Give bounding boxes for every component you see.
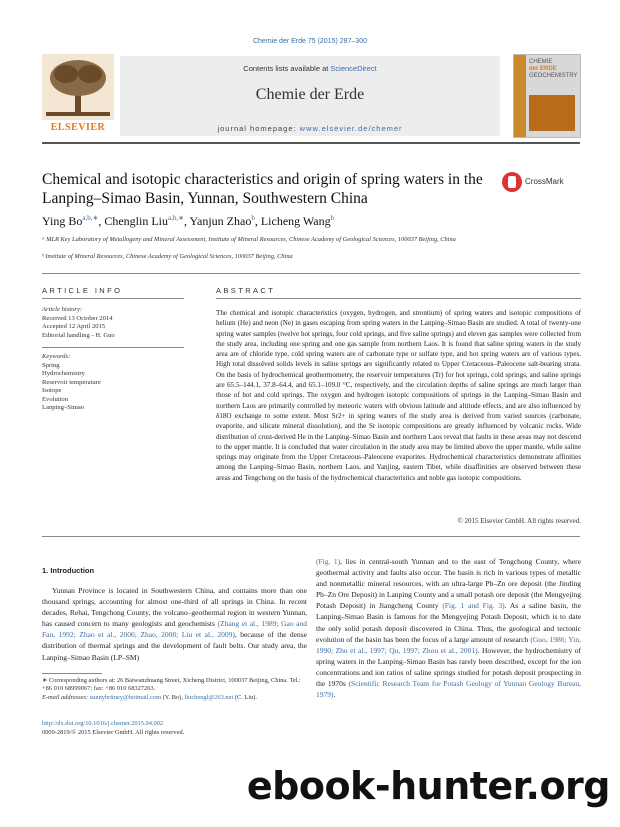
citation-link[interactable]: (Scientific Research Team for Potash Geology of Yunnan Geology Bureau, 1979): [316, 679, 581, 700]
body-rule: [42, 536, 580, 537]
article-title: Chemical and isotopic characteristics and origin of spring waters in the Lanping–Simao Basin, Yunnan, Southwestern China: [42, 171, 483, 207]
keyword: Lanping–Simao: [42, 404, 85, 411]
issn-line: 0009-2819/© 2015 Elsevier GmbH. All rights reserved.: [42, 729, 185, 736]
affiliation-b: ᵇ Institute of Mineral Resources, Chinese Academy of Geological Sciences, 100037 Beijing, China: [42, 253, 293, 260]
history-label: Article history:: [42, 306, 83, 313]
author-separator: ,: [183, 214, 190, 228]
abstract-text: The chemical and isotopic characteristics (oxygen, hydrogen, and strontium) of spring waters and isotopic compositions of helium (He) and neon (Ne) in gases escaping from spring waters in the Lanping–Simao Basin are studied. A total of twenty-one spring water samples (twelve hot springs, four cold springs, and five saline springs) and eleven gas samples were collected from the study area, including one spring and one gas sample from northern Laos. It is found that saline spring waters in the study area are of chloride type, cold spring waters are of carbonate type or sulfate type, and hot spring waters are of various types. High total dissolved solids levels in saline springs are significantly related to Upper Cretaceous–Paleocene salt-bearing strata. On the basis of hydrochemical geothermometry, the reservoir temperatures (Tr) for hot springs, cold springs, and saline springs are 65.5–144.1, 37.8–64.4, and 65.1–109.0 °C, respectively, and the circulation depths of saline springs are much larger than those of hot and cold springs. The oxygen and hydrogen isotopic compositions of springs in the Lanping–Simao Basin and northern Laos are primarily controlled by meteoric waters with obvious latitude and altitude effects, and are also influenced by δ18O exchange to some extent. Most Sr2+ in spring waters of the study area is derived from varied sources (carbonate, evaporite, and silicate mineral dissolution), and the Sr isotopic compositions are greatly influenced by volcanic rocks. Wide distribution of crust-derived He in the Lanping–Simao Basin and northern Laos reveal that faults in these areas may not descend to the upper mantle. It is concluded that water circulation in the study area may be limited above the upper mantle, while saline springs may originate from the Upper Cretaceous–Paleocene evaporites. Hydrochemical characteristics demonstrate affinities among the Lanping–Simao Basin, northern Laos, and Yanjing, eastern Tibet, while disaffinities are observed between these areas and Tengchong on the basis of the hydrochemical characteristics and noble gas isotopic compositions.: [216, 309, 581, 482]
crossmark-icon: [502, 172, 522, 192]
author-affil-marker[interactable]: a,b,∗: [82, 214, 99, 222]
cover-image: [529, 95, 575, 131]
keywords: [42, 353, 184, 413]
article-info-rule: [42, 298, 184, 299]
history-item: Received 13 October 2014: [42, 314, 113, 322]
crossmark-badge[interactable]: [502, 172, 582, 194]
keyword: Hydrochemistry: [42, 370, 85, 377]
cover-line3: GEOCHEMISTRY: [529, 73, 578, 79]
keyword: Isotope: [42, 387, 62, 394]
abstract-rule: [216, 298, 581, 299]
sciencedirect-link[interactable]: ScienceDirect: [330, 64, 377, 73]
intro-left-paragraph: [42, 585, 307, 663]
article-history: [42, 306, 184, 340]
intro-text: Yunnan Province is located in Southwestern China, and contains more than one thousand springs, accounting for almost one-third of all springs in China. In recent decades, Rehai, Tengchong County, the volcano–geothermal region in western Yunnan, has caused concern to many geologists and geochemists: [42, 586, 307, 629]
email-owner: (C. Liu).: [233, 694, 258, 701]
author-separator: ,: [254, 214, 261, 228]
author-name[interactable]: Ying Bo: [42, 214, 83, 228]
email-footnote: [42, 694, 302, 702]
keyword: Evolution: [42, 395, 69, 403]
homepage-prefix: journal homepage:: [217, 124, 300, 133]
contents-prefix: Contents lists available at: [243, 64, 331, 73]
watermark: ebook-hunter.org: [246, 764, 610, 808]
section-heading: 1. Introduction: [42, 566, 95, 575]
journal-cover-thumbnail: [513, 54, 581, 138]
author-list: [42, 214, 582, 229]
running-header: Chemie der Erde 75 (2015) 287–300: [252, 38, 368, 45]
affiliation-a: ᵃ MLR Key Laboratory of Metallogeny and Mineral Assessment, Institute of Mineral Resources, Chinese Academy of Geological Sciences, 100037 Beijing, China: [42, 236, 456, 243]
crossmark-label: CrossMark: [525, 177, 564, 186]
author-name[interactable]: Chenglin Liu: [104, 214, 168, 228]
header-rule: [42, 142, 580, 144]
corresponding-footnote: ∗ Corresponding authors at: 26 Baiwanzhuang Street, Xicheng District, 100037 Beijing, China. Tel.: +86 010 68999067; fax: +86 010 68327263.: [42, 677, 301, 692]
figure-link[interactable]: (Fig. 1 and Fig. 3): [442, 601, 505, 611]
author-name[interactable]: Yanjun Zhao: [189, 214, 252, 228]
intro-text: , lies in central-south Yunnan and to the east of Tengchong County, where geothermal activity and faults also occur. The basin is rich in various types of metallic and nonmetallic mineral resources, with an ultra-large Pb–Zn ore deposit (the Jinding Pb–Zn Ore Deposit) in Lanping County and a small potash ore deposit (the Mengyejing Potash Deposit) in Jiangcheng County: [316, 557, 581, 611]
email-link[interactable]: liuchengl@263.net: [184, 694, 234, 701]
keywords-label: Keywords:: [42, 353, 71, 360]
history-item: Editorial handling - H. Guo: [42, 331, 115, 339]
citation-link[interactable]: (Zhang et al., 1989; Gao and Fan, 1992; Zhao et al., 2006; Zhao, 2008; Liu et al., 2009): [42, 619, 307, 640]
intro-text: . As a saline basin, the Lanping–Simao Basin is famous for the Mengyejing Potash Deposit, which is to date the only solid potash deposit discovered in China. Thus, the geological and tectonic evolution of the basin has been the focus of a large amount of research: [316, 601, 581, 644]
author-affil-marker[interactable]: b: [330, 214, 335, 222]
author-separator: ,: [98, 214, 105, 228]
cover-line1: CHEMIE: [529, 59, 553, 65]
publisher-logo: ELSEVIER: [50, 122, 106, 133]
journal-title: Chemie der Erde: [255, 86, 365, 103]
copyright: © 2015 Elsevier GmbH. All rights reserved.: [457, 517, 581, 525]
citation-link[interactable]: (Guo, 1986; Yin, 1990; Zhu et al., 1997; Qu, 1997; Zhou et al., 2001): [316, 634, 581, 655]
email-label: E-mail addresses:: [42, 694, 90, 701]
author-affil-marker[interactable]: a,b,∗: [168, 214, 184, 222]
author-name[interactable]: Licheng Wang: [260, 214, 331, 228]
figure-link[interactable]: (Fig. 1): [316, 557, 341, 566]
keyword: Spring: [42, 361, 60, 369]
intro-text: .: [333, 690, 336, 700]
footnote-rule: [42, 673, 102, 674]
keyword: Reservoir temperature: [42, 378, 101, 386]
abstract-header: ABSTRACT: [216, 286, 276, 295]
cover-line2: der ERDE: [529, 66, 557, 72]
intro-text: . However, the hydrochemistry of spring waters in the Lanping–Simao Basin has rarely been described, except for the ion concentrations and ion ratios of saline springs studied for potash deposit prospecting in the 1970s: [316, 645, 581, 689]
homepage-link[interactable]: www.elsevier.de/chemer: [299, 124, 403, 133]
cover-stripe: [514, 55, 526, 137]
intro-right-paragraph: [316, 556, 581, 700]
contents-line: [120, 64, 500, 73]
article-info-header: ARTICLE INFO: [42, 286, 123, 295]
doi-link[interactable]: http://dx.doi.org/10.1016/j.chemer.2015.04.002: [42, 720, 164, 727]
email-owner: (Y. Bo),: [161, 694, 185, 701]
history-item: Accepted 12 April 2015: [42, 323, 106, 330]
cover-text: [529, 59, 578, 80]
intro-text: , because of the dense distribution of thermal springs and the development of fault belts. Our study area, the Lanping–Simao Basin (LP–SM): [42, 630, 307, 662]
author-affil-marker[interactable]: b: [251, 214, 255, 222]
section-rule: [42, 273, 580, 274]
keywords-rule: [42, 347, 184, 348]
email-link[interactable]: sunnybritney@hotmail.com: [89, 694, 162, 701]
journal-homepage: [120, 124, 500, 133]
